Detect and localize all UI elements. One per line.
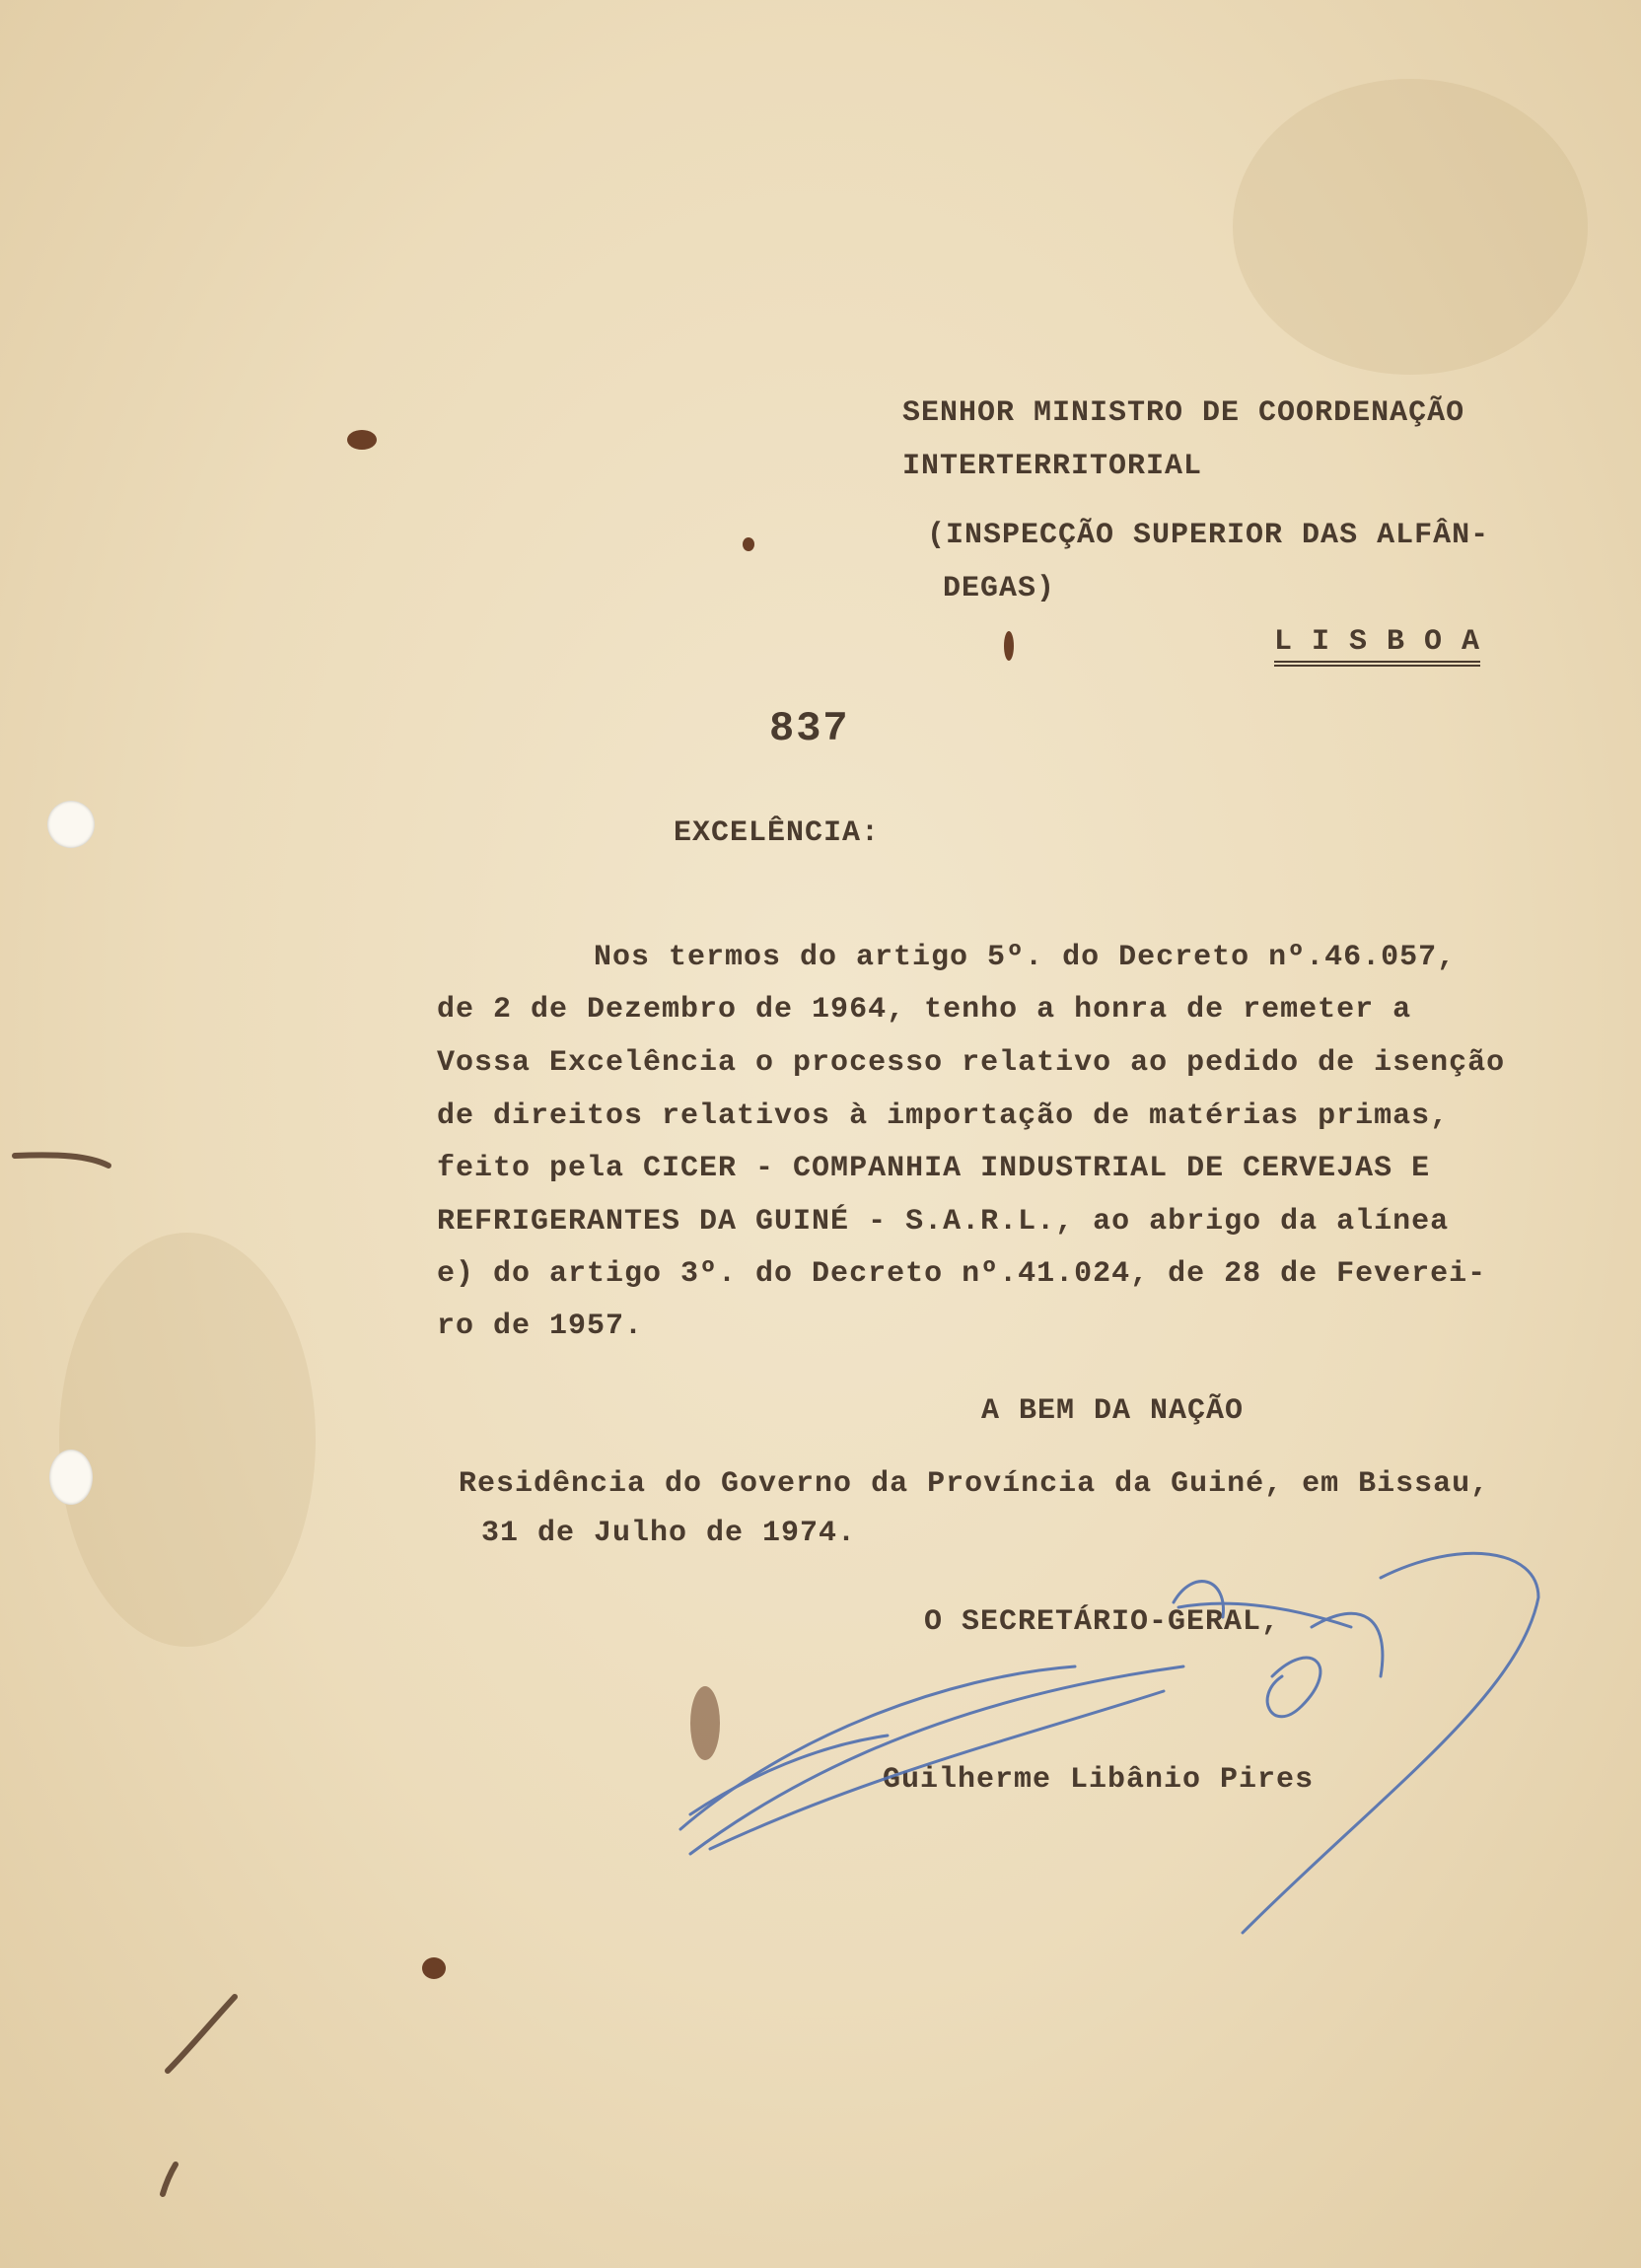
reference-number: 837: [769, 705, 850, 752]
body-line: REFRIGERANTES DA GUINÉ - S.A.R.L., ao abrigo da alínea: [437, 1205, 1450, 1239]
place-line: Residência do Governo da Província da Guiné, em Bissau,: [459, 1467, 1490, 1501]
addressee-line-4: DEGAS): [943, 572, 1056, 605]
signatory-name: Guilherme Libânio Pires: [883, 1763, 1315, 1797]
body-line: feito pela CICER - COMPANHIA INDUSTRIAL DE CERVEJAS E: [437, 1152, 1431, 1185]
addressee-line-2: INTERTERRITORIAL: [902, 450, 1203, 483]
body-line: e) do artigo 3º. do Decreto nº.41.024, de 28 de Feverei-: [437, 1257, 1487, 1291]
addressee-line-1: SENHOR MINISTRO DE COORDENAÇÃO: [902, 396, 1465, 430]
salutation: EXCELÊNCIA:: [674, 816, 881, 850]
addressee-line-3: (INSPECÇÃO SUPERIOR DAS ALFÂN-: [927, 519, 1490, 552]
date-line: 31 de Julho de 1974.: [481, 1517, 857, 1550]
signatory-title: O SECRETÁRIO-GERAL,: [924, 1605, 1281, 1639]
body-line: de 2 de Dezembro de 1964, tenho a honra de remeter a: [437, 993, 1412, 1027]
body-line: Nos termos do artigo 5º. do Decreto nº.46.057,: [594, 941, 1457, 974]
addressee-city: L I S B O A: [1274, 625, 1480, 667]
closing-formula: A BEM DA NAÇÃO: [981, 1394, 1245, 1428]
body-line: ro de 1957.: [437, 1310, 644, 1343]
body-line: de direitos relativos à importação de matérias primas,: [437, 1099, 1450, 1133]
body-line: Vossa Excelência o processo relativo ao pedido de isenção: [437, 1046, 1506, 1080]
